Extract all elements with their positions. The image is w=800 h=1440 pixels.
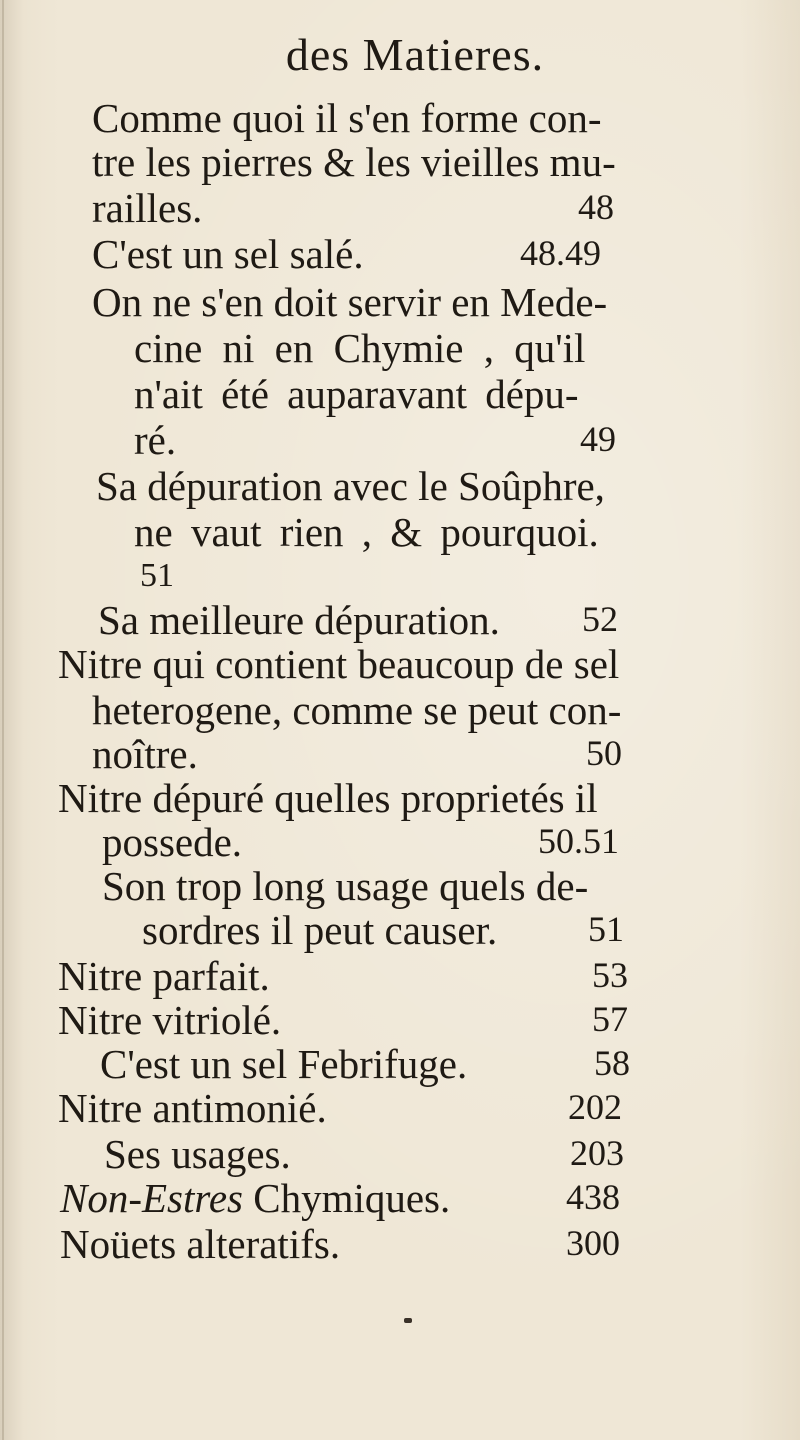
entry-line: Nitre qui contient beaucoup de sel xyxy=(58,641,620,687)
page-number: 58 xyxy=(594,1043,630,1083)
page-number: 53 xyxy=(592,955,628,995)
entry-line: tre les pierres & les vieilles mu- xyxy=(92,139,616,185)
entry-line: heterogene, comme se peut con- xyxy=(92,687,622,733)
entry-line: sordres il peut causer. xyxy=(142,907,498,953)
entry-line: 51 xyxy=(140,557,174,594)
entry-line: cine ni en Chymie , qu'il xyxy=(134,325,586,371)
entry-line: Noüets alteratifs. xyxy=(60,1221,341,1267)
page-number: 300 xyxy=(566,1223,620,1263)
page-edge xyxy=(2,0,4,1440)
entry-line: ne vaut rien , & pourquoi. xyxy=(134,509,599,555)
entry-line: Nitre parfait. xyxy=(58,953,270,999)
entry-line: noître. xyxy=(92,731,198,777)
entry-line: Comme quoi il s'en forme con- xyxy=(92,95,602,141)
entry-line: possede. xyxy=(102,819,243,865)
page-number: 48 xyxy=(578,187,614,227)
page-number: 52 xyxy=(582,599,618,639)
entry-line: C'est un sel Febrifuge. xyxy=(100,1041,468,1087)
entry-line: ré. xyxy=(134,417,177,463)
entry-line: On ne s'en doit servir en Mede- xyxy=(92,279,608,325)
entry-line: Ses usages. xyxy=(104,1131,291,1177)
page-number: 50 xyxy=(586,733,622,773)
page-number: 51 xyxy=(588,909,624,949)
page-number: 48.49 xyxy=(520,233,601,273)
entry-line: Nitre vitriolé. xyxy=(58,997,282,1043)
entry-line xyxy=(60,1175,450,1221)
running-head: des Matieres. xyxy=(285,29,545,80)
entry-term: Chymiques. xyxy=(253,1175,451,1221)
entry-line: Nitre antimonié. xyxy=(58,1085,327,1131)
page-number: 57 xyxy=(592,999,628,1039)
page-number: 438 xyxy=(566,1177,620,1217)
page-number: 50.51 xyxy=(538,821,619,861)
entry-line: C'est un sel salé. xyxy=(92,231,364,277)
entry-italic-term: Non-Estres xyxy=(60,1175,243,1221)
page-number: 49 xyxy=(580,419,616,459)
entry-line: n'ait été auparavant dépu- xyxy=(134,371,579,417)
entry-line: Son trop long usage quels de- xyxy=(102,863,589,909)
entry-line: Nitre dépuré quelles proprietés il xyxy=(58,775,598,821)
entry-line: railles. xyxy=(92,185,203,231)
page-number: 202 xyxy=(568,1087,622,1127)
entry-line: Sa meilleure dépuration. xyxy=(98,597,500,643)
printer-mark xyxy=(404,1318,412,1323)
page-number: 203 xyxy=(570,1133,624,1173)
entry-line: Sa dépuration avec le Soûphre, xyxy=(96,463,605,509)
